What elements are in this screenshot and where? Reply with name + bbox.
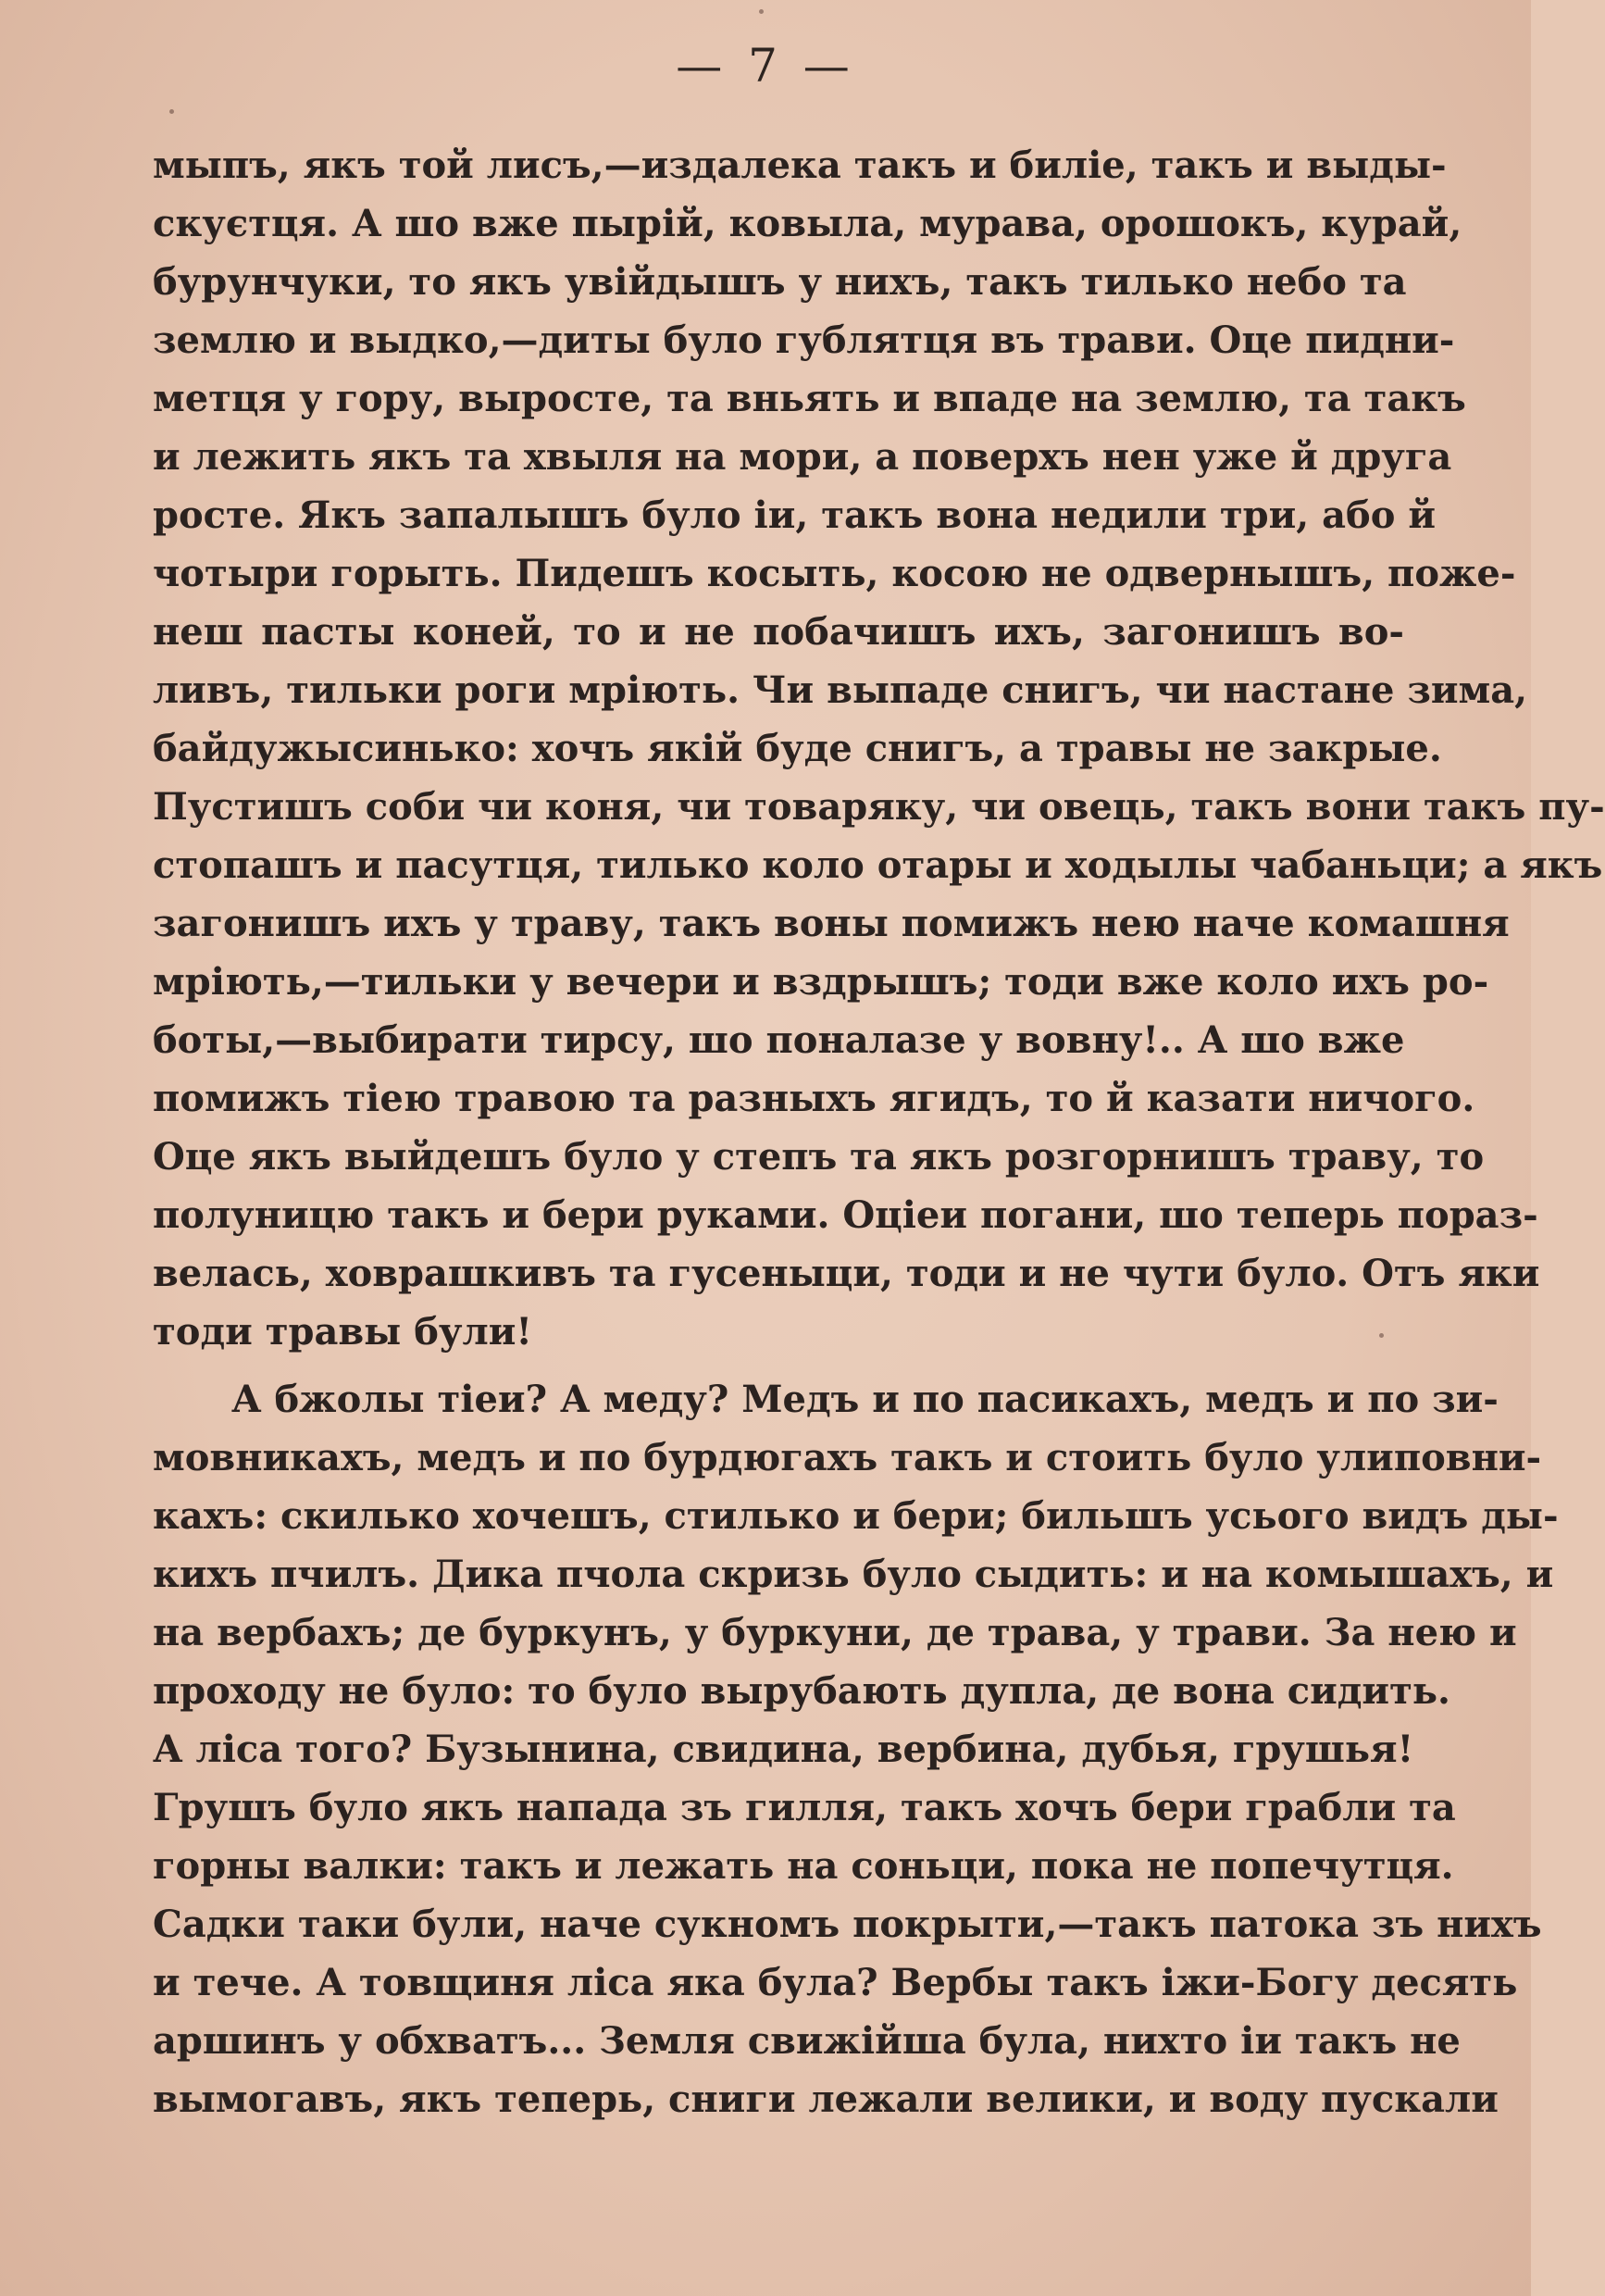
text-line: землю и выдко,—диты було гублятця въ трави. Оце пидни- [153,318,1455,362]
paper-speck [759,9,764,14]
text-line: А бжолы тiеи? А меду? Медъ и по пасикахъ, медъ и по зи- [231,1378,1499,1421]
text-line: и тече. А товщиня лiса яка була? Вербы такъ iжи-Богу десять [153,1961,1518,2004]
text-line: росте. Якъ запалышъ було iи, такъ вона недили три, або й [153,493,1436,537]
text-line: стопашъ и пасутця, тилько коло отары и ходылы чабаньци; а якъ [153,843,1603,887]
text-line: кахъ: скилько хочешъ, стилько и бери; бильшъ усього видъ ды- [153,1494,1559,1538]
paper-speck [1379,1333,1384,1338]
text-line: мрiють,—тильки у вечери и вздрышъ; тоди вже коло ихъ ро- [153,960,1489,1004]
text-line: байдужысинько: хочъ якiй буде снигъ, а травы не закрые. [153,727,1442,770]
text-line: боты,—выбирати тирсу, шо поналазе у вовну!.. А шо вже [153,1018,1405,1062]
text-line: и лежить якъ та хвыля на мори, а поверхъ нен уже й друга [153,435,1452,479]
paper-speck [169,109,174,114]
text-line: ливъ, тильки роги мрiють. Чи выпаде снигъ, чи настане зима, [153,668,1528,712]
text-line: аршинъ у обхватъ... Земля свижiйша була, нихто iи такъ не [153,2019,1461,2063]
text-line: неш пасты коней, то и не побачишъ ихъ, загонишъ во- [153,610,1404,654]
text-line: проходу не було: то було вырубають дупла, де вона сидить. [153,1669,1450,1713]
page-number: — 7 — [676,39,855,93]
text-line: А лiса того? Бузынина, свидина, вербина, дубья, грушья! [153,1728,1414,1771]
text-line: тоди травы були! [153,1310,532,1354]
text-line: чотыри горыть. Пидешъ косыть, косою не одвернышъ, пожe- [153,552,1516,595]
text-line: вымогавъ, якъ теперь, сниги лежали велики, и воду пускали [153,2078,1499,2121]
text-line: полуницю такъ и бери руками. Оцiеи погани, шо теперь пораз- [153,1193,1538,1237]
text-line: велась, ховрашкивъ та гусеныци, тоди и не чути було. Отъ яки [153,1252,1540,1295]
text-line: Оце якъ выйдешъ було у степъ та якъ розгорнишъ траву, то [153,1135,1485,1179]
text-line: помижъ тiею травою та разныхъ ягидъ, то й казати ничого. [153,1077,1475,1120]
text-line: бурунчуки, то якъ увiйдышъ у нихъ, такъ тилько небо та [153,260,1407,304]
text-line: метця у гору, выросте, та вньять и впаде на землю, та такъ [153,377,1466,420]
text-line: на вербахъ; де буркунъ, у буркуни, де трава, у трави. За нею и [153,1611,1517,1654]
text-line: мыпъ, якъ той лисъ,—издалека такъ и билiе, такъ и выды- [153,144,1447,187]
text-line: скуєтця. А шо вже пырiй, ковыла, мурава, орошокъ, курай, [153,202,1462,245]
text-line: Пустишъ соби чи коня, чи товаряку, чи овець, такъ вони такъ пу- [153,785,1605,829]
text-line: Грушъ було якъ напада зъ гилля, такъ хочъ бери грабли та [153,1786,1456,1829]
text-line: загонишъ ихъ у траву, такъ воны помижъ нею наче комашня [153,902,1510,945]
text-line: Садки таки були, наче сукномъ покрыти,—такъ патока зъ нихъ [153,1903,1542,1946]
text-line: мовникахъ, медъ и по бурдюгахъ такъ и стоить було улиповни- [153,1436,1542,1479]
text-line: горны валки: такъ и лежать на соньци, пока не попечутця. [153,1844,1454,1888]
text-line: кихъ пчилъ. Дика пчола скризь було сыдить: и на комышахъ, и [153,1553,1554,1596]
